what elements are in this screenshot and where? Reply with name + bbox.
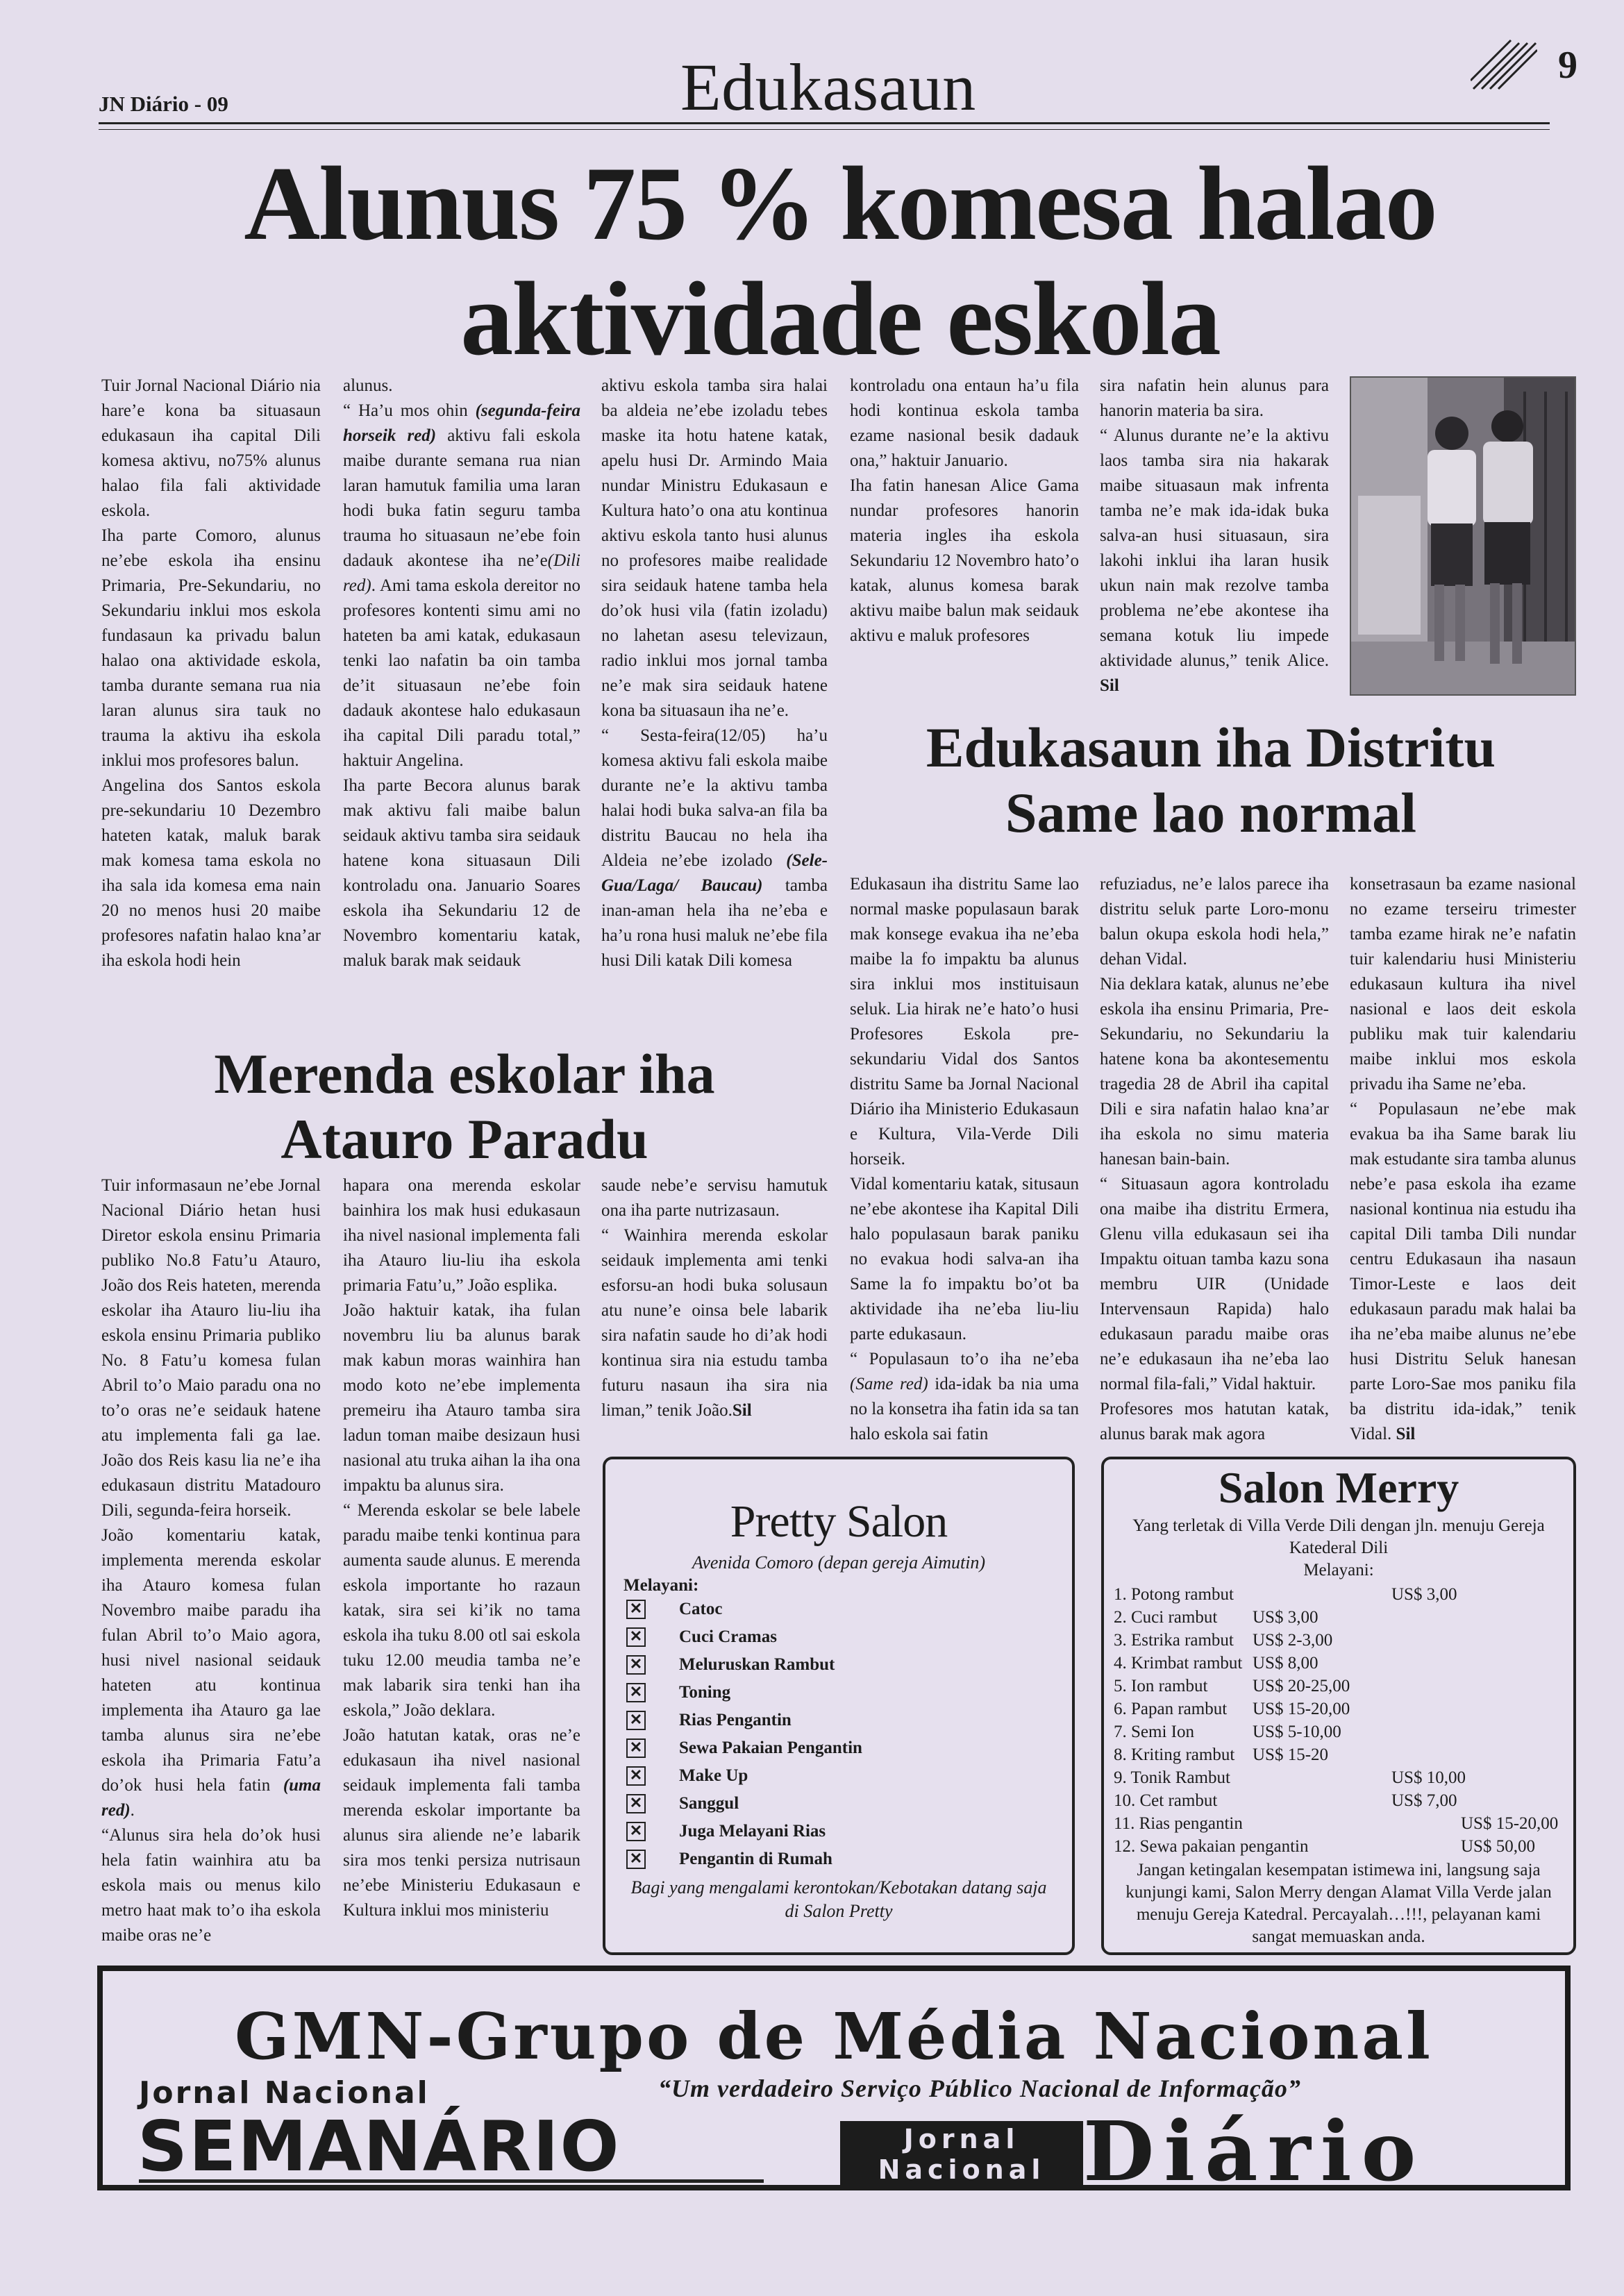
newspaper-name-date: JN Diário - 09 bbox=[99, 92, 228, 116]
main-headline-line1: Alunus 75 % komesa halao bbox=[244, 145, 1437, 262]
service-name: 1. Potong rambut bbox=[1114, 1585, 1234, 1604]
service-name: 10. Cet rambut bbox=[1114, 1791, 1218, 1810]
article-paragraph: konsetrasaun ba ezame nasional no ezame terseiru trimester tamba ezame hirak ne’e nafatin tuir kalendariu husi Ministeriu edukasaun kultura iha nivel nasional e laos deit eskola publiku mak tuir kalendariu maibe inklui mos eskola privadu iha Same ne’eba. bbox=[1350, 875, 1576, 1093]
list-item: ✕ Catoc bbox=[626, 1595, 1072, 1623]
jornal-nacional-label: Jornal Nacional bbox=[139, 2075, 430, 2111]
article-paragraph: Edukasaun iha distritu Same lao normal maske populasaun barak mak konsege evakua iha ne’eba maibe la fo impaktu ba alunus sira inklui mos instituisaun seluk. Lia hirak ne’e hato’o husi Profesores Eskola pre-sekundariu Vidal dos Santos distritu Same ba Jornal Nacional Diário iha Ministerio Edukasaun e Kultura, Vila-Verde Dili horseik. bbox=[850, 875, 1079, 1168]
list-item: ✕ Toning bbox=[626, 1679, 1072, 1707]
article-paragraph: refuziadus, ne’e lalos parece iha distritu seluk parte Loro-monu balun okupa eskola hodi hela,” dehan Vidal. bbox=[1100, 875, 1329, 969]
salon-merry-title: Salon Merry bbox=[1218, 1463, 1459, 1512]
same-headline-line1: Edukasaun iha Distritu bbox=[926, 716, 1496, 779]
same-article-col2 bbox=[1100, 872, 1329, 1447]
price-row bbox=[1114, 1583, 1573, 1606]
pretty-salon-ad bbox=[603, 1457, 1075, 1955]
salon-merry-price-list bbox=[1114, 1583, 1573, 1858]
checkbox-x-icon: ✕ bbox=[626, 1683, 646, 1702]
service-price: US$ 15-20,00 bbox=[1253, 1700, 1350, 1718]
diario-logo: Diário bbox=[1083, 2103, 1426, 2199]
pretty-salon-title: Pretty Salon bbox=[730, 1496, 948, 1547]
merenda-article-col2 bbox=[343, 1173, 580, 1923]
page-number: 9 bbox=[1558, 44, 1577, 87]
article-paragraph: Angelina dos Santos eskola pre-sekundariu 10 Dezembro hateten katak, maluk barak mak komesa tama eskola no iha sala ida komesa ema nain 20 no menos husi 20 maibe profesores nafatin halao kna’ar iha eskola hodi hein bbox=[101, 776, 321, 970]
salon-merry-services-label: Melayani: bbox=[1303, 1561, 1374, 1579]
article-paragraph: “ Ha’u mos ohin (segunda-feira horseik red) aktivu fali eskola maibe durante semana rua nian laran hamutuk familia uma laran hodi buka fatin seguru tamba trauma ho situasaun ne’ebe foin dadauk akontese iha ne’e(Dili red). Ami tama eskola dereitor no profesores kontenti simu ami no hateten ba ami katak, edukasaun tenki lao nafatin ba oin tamba de’it situasaun ne’ebe foin dadauk akontese halo edukasaun iha capital Dili paradu total,” haktuir Angelina. bbox=[343, 401, 580, 770]
gmn-footer-ad bbox=[97, 1966, 1571, 2199]
list-item: ✕ Juga Melayani Rias bbox=[626, 1818, 1072, 1845]
article-paragraph: Iha parte Comoro, alunus ne’ebe eskola iha ensinu Primaria, Pre-Sekundariu, no Sekundariu inklui mos eskola fundasaun ka privadu balun halao ona aktividade eskola, tamba durante semana rua nia laran alunus sira tauk no trauma la aktivu iha eskola inklui mos profesores balun. bbox=[101, 526, 321, 770]
merenda-article-col1 bbox=[101, 1173, 321, 1948]
checkbox-x-icon: ✕ bbox=[626, 1850, 646, 1869]
list-item: ✕ Sewa Pakaian Pengantin bbox=[626, 1734, 1072, 1762]
service-price: US$ 3,00 bbox=[1253, 1608, 1319, 1627]
article-paragraph: “ Wainhira merenda eskolar seidauk implementa ami tenki esforsu-an hodi buka solusaun atu nune’e oinsa bele labarik sira nafatin saude ho di’ak hodi kontinua sira nia estudu tamba futuru nasaun iha sira nia liman,” tenik João.Sil bbox=[601, 1226, 828, 1420]
same-headline-line2: Same lao normal bbox=[1005, 781, 1417, 844]
pretty-salon-address: Avenida Comoro (depan gereja Aimutin) bbox=[692, 1552, 986, 1573]
service-name: 6. Papan rambut bbox=[1114, 1700, 1228, 1718]
students-photo-image bbox=[1351, 378, 1575, 694]
service-name: 4. Krimbat rambut bbox=[1114, 1654, 1243, 1673]
decorative-slashes-icon bbox=[1471, 36, 1537, 92]
price-row bbox=[1114, 1652, 1573, 1675]
checkbox-x-icon: ✕ bbox=[626, 1627, 646, 1647]
main-headline bbox=[160, 146, 1521, 376]
gmn-slogan: “Um verdadeiro Serviço Público Nacional de Informação” bbox=[658, 2075, 1301, 2102]
header-rule-thin bbox=[99, 129, 1550, 130]
service-name: 5. Ion rambut bbox=[1114, 1677, 1208, 1695]
same-article-col3 bbox=[1350, 872, 1576, 1447]
article-paragraph: “ Merenda eskolar se bele labele paradu maibe tenki kontinua para aumenta saude alunus. E merenda eskola importante ho razaun katak, sira sei ki’ik no tama eskola iha tuku 8.00 otl sai eskola tuku 12.00 meudia tamba ne’e mak labarik sira tenki han iha eskola,” João deklara. bbox=[343, 1501, 580, 1720]
service-price: US$ 15-20 bbox=[1253, 1745, 1329, 1764]
price-row bbox=[1114, 1743, 1573, 1766]
checkbox-x-icon: ✕ bbox=[626, 1794, 646, 1813]
section-title: Edukasaun bbox=[680, 50, 976, 124]
merenda-article-headline bbox=[101, 1041, 828, 1172]
list-item: ✕ Sanggul bbox=[626, 1790, 1072, 1818]
service-name: 9. Tonik Rambut bbox=[1114, 1768, 1230, 1787]
checkbox-x-icon: ✕ bbox=[626, 1600, 646, 1619]
service-price: US$ 8,00 bbox=[1253, 1654, 1319, 1673]
price-row bbox=[1114, 1698, 1573, 1720]
article-paragraph: Tuir informasaun ne’ebe Jornal Nacional Diário hetan husi Diretor eskola ensinu Primaria publiko No.8 Fatu’u Atauro, João dos Reis hateten, merenda eskolar iha Atauro liu-liu iha eskola ensinu Primaria publiko No. 8 Fatu’u komesa fulan Abril to’o Maio paradu ona no to’o oras ne’e seidauk hatene atu implementa fali ga lae. João dos Reis kasu lia ne’e iha edukasaun distritu Matadouro Dili, segunda-feira horseik. bbox=[101, 1176, 321, 1520]
list-item: ✕ Make Up bbox=[626, 1762, 1072, 1790]
article-paragraph: “ Sesta-feira(12/05) ha’u komesa aktivu fali eskola maibe durante ne’e la aktivu tamba halai hodi buka salva-an fila ba distritu Baucau no hela iha Aldeia ne’ebe izolado (Sele-Gua/Laga/ Baucau) tamba inan-aman hela iha ne’eba e ha’u rona husi maluk ne’ebe fila husi Dili katak Dili komesa bbox=[601, 726, 828, 970]
checkbox-x-icon: ✕ bbox=[626, 1738, 646, 1758]
same-article-headline bbox=[850, 715, 1572, 846]
list-item: ✕ Meluruskan Rambut bbox=[626, 1651, 1072, 1679]
service-name: 2. Cuci rambut bbox=[1114, 1608, 1218, 1627]
salon-merry-ad bbox=[1101, 1457, 1576, 1955]
article-paragraph: João komentariu katak, implementa merenda eskolar iha Atauro komesa fulan Novembro maibe paradu iha fulan Abril to’o Maio agora, husi nivel nasional seidauk hateten atu kontinua implementa iha Atauro ga lae tamba alunus sira ne’ebe eskola iha Primaria Fatu’a do’ok husi hela fatin (uma red). bbox=[101, 1526, 321, 1820]
service-name: 7. Semi Ion bbox=[1114, 1723, 1194, 1741]
checkbox-x-icon: ✕ bbox=[626, 1711, 646, 1730]
main-article-col3 bbox=[601, 374, 828, 973]
list-item: ✕ Cuci Cramas bbox=[626, 1623, 1072, 1651]
author-signature: Sil bbox=[1100, 676, 1119, 695]
article-paragraph: João haktuir katak, iha fulan novembru liu ba alunus barak mak kabun moras wainhira han modo koto ne’ebe implementa premeiru iha Atauro tamba sira ladun toman maibe desizaun husi nasional atu truka aihan la iha ona impaktu ba alunus sira. bbox=[343, 1301, 580, 1495]
merenda-headline-line1: Merenda eskolar iha bbox=[214, 1042, 715, 1105]
list-item: ✕ Rias Pengantin bbox=[626, 1707, 1072, 1734]
semanario-underline bbox=[139, 2179, 764, 2183]
article-paragraph: aktivu eskola tamba sira halai ba aldeia ne’ebe izoladu tebes maske ita hotu hatene katak, apelu husi Dr. Armindo Maia nundar Ministru Edukasaun e Kultura hato’o ona atu kontinua aktivu eskola tanto husi alunus no profesores maibe realidade sira seidauk hatene tamba hela do’ok husi vila (fatin izoladu) no lahetan asesu televizaun, radio inklui mos jornal tamba ne’e mak sira seidauk hatene kona ba situasaun iha ne’e. bbox=[601, 376, 828, 720]
author-signature: Sil bbox=[1396, 1425, 1416, 1443]
price-row bbox=[1114, 1675, 1573, 1698]
semanario-logo: SEMANÁRIO bbox=[137, 2106, 621, 2187]
service-name: 8. Kriting rambut bbox=[1114, 1745, 1235, 1764]
merenda-headline-line2: Atauro Paradu bbox=[281, 1107, 648, 1171]
main-article-col2 bbox=[343, 374, 580, 973]
article-paragraph: “ Situasaun agora kontroladu ona maibe iha distritu Ermera, Glenu villa edukasaun sei iha Impaktu oituan tamba kazu sona membru UIR (Unidade Intervensaun Rapida) halo edukasaun paradu maibe oras ne’e edukasaun iha ne’eba lao normal fila-fali,” Vidal haktuir. bbox=[1100, 1175, 1329, 1393]
article-paragraph: Vidal komentariu katak, situsaun ne’ebe akontese iha Kapital Dili halo populasaun barak paniku no evakua hodi salva-an iha Same la fo impaktu bo’ot ba aktividade iha ne’eba liu-liu parte edukasaun. bbox=[850, 1175, 1079, 1343]
header-rule bbox=[99, 122, 1550, 124]
checkbox-x-icon: ✕ bbox=[626, 1822, 646, 1841]
service-name: 11. Rias pengantin bbox=[1114, 1814, 1243, 1833]
article-paragraph: “ Populasaun to’o iha ne’eba (Same red) ida-idak ba nia uma no la konsetra iha fatin ida sa tan halo eskola sai fatin bbox=[850, 1350, 1080, 1443]
price-row bbox=[1114, 1835, 1573, 1858]
article-paragraph: saude nebe’e servisu hamutuk ona iha parte nutrizasaun. bbox=[601, 1176, 828, 1220]
checkbox-x-icon: ✕ bbox=[626, 1766, 646, 1786]
article-paragraph: “ Populasaun ne’ebe mak evakua ba iha Same barak liu mak estudante sira tamba alunus nebe’e pasa eskola iha ezame nasional kontinua nia estudu iha capital Dili tamba Dili nundar centru Edukasaun iha nasaun Timor-Leste e laos deit edukasaun paradu mak halai ba iha ne’eba maibe alunus ne’ebe husi Distritu Seluk hanesan parte Loro-Sae mos paniku fila ba distritu ida-idak,” tenik Vidal. Sil bbox=[1350, 1100, 1576, 1443]
pretty-salon-services-label: Melayani: bbox=[623, 1576, 699, 1595]
article-paragraph: João hatutan katak, oras ne’e edukasaun iha nivel nasional seidauk implementa fali tamba merenda eskolar importante ba alunus sira aliende ne’e labarik sira mos tenki persiza nutrisaun ne’ebe Ministeriu Edukasaun e Kultura inklui mos ministeriu bbox=[343, 1726, 580, 1920]
price-row bbox=[1114, 1629, 1573, 1652]
article-paragraph: hapara ona merenda eskolar bainhira los mak husi edukasaun iha nivel nasional implementa fali iha Atauro liu-liu iha eskola primaria Fatu’u,” João esplika. bbox=[343, 1176, 580, 1295]
gmn-title: GMN-Grupo de Média Nacional bbox=[235, 1999, 1433, 2074]
service-name: 12. Sewa pakaian pengantin bbox=[1114, 1837, 1309, 1856]
article-paragraph: Tuir Jornal Nacional Diário nia hare’e kona ba situasaun edukasaun iha capital Dili komesa aktivu, no75% alunus halao fila fali aktividade eskola. bbox=[101, 376, 321, 520]
main-article-col5 bbox=[1100, 374, 1329, 698]
author-signature: Sil bbox=[732, 1401, 752, 1420]
main-headline-line2: aktividade eskola bbox=[460, 260, 1220, 377]
article-paragraph: “ Alunus durante ne’e la aktivu laos tamba sira nia hakarak maibe situasaun mak infrenta tamba ne’e mak ida-idak buka salva-an husi situasaun, sira lakohi inklui iha laran husik ukun nain mak rezolve tamba problema ne’ebe akontese iha semana kotuk liu impede aktividade alunus,” tenik Alice. Sil bbox=[1100, 426, 1329, 695]
service-price: US$ 15-20,00 bbox=[1461, 1814, 1559, 1833]
article-paragraph: sira nafatin hein alunus para hanorin materia ba sira. bbox=[1100, 376, 1329, 420]
service-price: US$ 3,00 bbox=[1391, 1585, 1457, 1604]
salon-merry-footer: Jangan ketingalan kesempatan istimewa ini, langsung saja kunjungi kami, Salon Merry dengan Alamat Villa Verde jalan menuju Gereja Katedral. Percayalah…!!!, pelayanan kami sangat memuaskan anda. bbox=[1125, 1861, 1552, 1946]
list-item: ✕ Pengantin di Rumah bbox=[626, 1845, 1072, 1873]
service-price: US$ 2-3,00 bbox=[1253, 1631, 1333, 1650]
main-article-col4 bbox=[850, 374, 1079, 648]
service-price: US$ 7,00 bbox=[1391, 1791, 1457, 1810]
price-row bbox=[1114, 1720, 1573, 1743]
service-price: US$ 10,00 bbox=[1391, 1768, 1466, 1787]
service-name: 3. Estrika rambut bbox=[1114, 1631, 1234, 1650]
article-paragraph: alunus. bbox=[343, 376, 393, 395]
article-paragraph: Profesores mos hatutan katak, alunus barak mak agora bbox=[1100, 1400, 1329, 1443]
students-photo bbox=[1350, 376, 1576, 696]
price-row bbox=[1114, 1766, 1573, 1789]
price-row bbox=[1114, 1812, 1573, 1835]
article-paragraph: kontroladu ona entaun ha’u fila hodi kontinua eskola tamba ezame nasional besik dadauk ona,” haktuir Januario. bbox=[850, 376, 1079, 470]
price-row bbox=[1114, 1789, 1573, 1812]
article-paragraph: Iha parte Becora alunus barak mak aktivu fali maibe balun seidauk aktivu tamba sira seidauk hatene kona situasaun Dili kontroladu ona. Januario Soares eskola iha Sekundariu 12 de Novembro komentariu katak, maluk barak mak seidauk bbox=[343, 776, 580, 970]
main-article-col1 bbox=[101, 374, 321, 973]
pretty-salon-footer: Bagi yang mengalami kerontokan/Kebotakan datang saja di Salon Pretty bbox=[630, 1877, 1047, 1921]
article-paragraph: Iha fatin hanesan Alice Gama nundar profesores hanorin materia ingles iha eskola Sekundariu 12 Novembro hato’o katak, alunus komesa barak aktivu maibe balun mak seidauk aktivu e maluk profesores bbox=[850, 476, 1079, 645]
checkbox-x-icon: ✕ bbox=[626, 1655, 646, 1675]
service-price: US$ 20-25,00 bbox=[1253, 1677, 1350, 1695]
price-row bbox=[1114, 1606, 1573, 1629]
same-article-col1 bbox=[850, 872, 1079, 1447]
salon-merry-intro: Yang terletak di Villa Verde Dili dengan jln. menuju Gereja Katederal Dili bbox=[1132, 1516, 1545, 1557]
article-paragraph: “Alunus sira hela do’ok husi hela fatin wainhira atu ba eskola mais ou menus kilo metro haat mak to’o iha eskola maibe oras ne’e bbox=[101, 1826, 321, 1945]
service-price: US$ 5-10,00 bbox=[1253, 1723, 1341, 1741]
merenda-article-col3 bbox=[601, 1173, 828, 1423]
service-price: US$ 50,00 bbox=[1461, 1837, 1535, 1856]
pretty-salon-services bbox=[626, 1595, 1072, 1873]
jornal-nacional-box-logo: Jornal Nacional bbox=[840, 2121, 1083, 2188]
article-paragraph: Nia deklara katak, alunus ne’ebe eskola iha ensinu Primaria, Pre-Sekundariu, no Sekundariu la hatene kona ba akontesementu tragedia 28 de Abril iha capital Dili e sira nafatin halao kna’ar iha eskola no simu materia hanesan bain-bain. bbox=[1100, 975, 1329, 1168]
